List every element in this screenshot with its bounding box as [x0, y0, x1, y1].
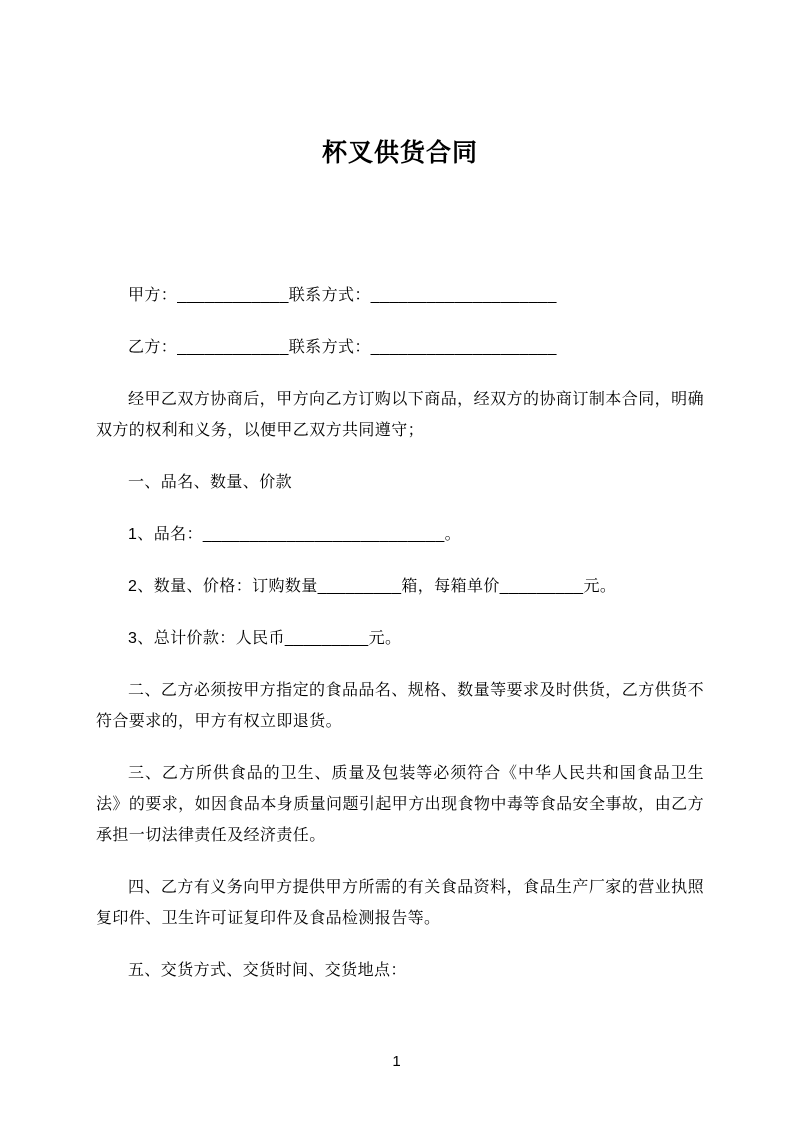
section-1-item-3: 3、总计价款：人民币_________元。: [128, 630, 402, 647]
party-b-line: 乙方：____________联系方式：____________________: [128, 339, 557, 356]
section-5-heading: 五、交货方式、交货时间、交货地点：: [128, 962, 407, 979]
page-number: 1: [392, 1053, 401, 1070]
document-content: [96, 0, 704, 1007]
party-a-line: 甲方：____________联系方式：____________________: [128, 287, 557, 304]
section-1-heading: 一、品名、数量、价款: [128, 474, 293, 491]
section-1-item-1: 1、品名：__________________________。: [128, 526, 462, 543]
document-title: 杯叉供货合同: [321, 139, 478, 167]
section-2-paragraph: 二、乙方必须按甲方指定的食品品名、规格、数量等要求及时供货，乙方供货不符合要求的，甲方有权立即退货。: [96, 682, 704, 730]
section-1-item-2: 2、数量、价格：订购数量_________箱，每箱单价_________元。: [128, 578, 617, 595]
section-3-paragraph: 三、乙方所供食品的卫生、质量及包装等必须符合《中华人民共和国食品卫生法》的要求，如因食品本身质量问题引起甲方出现食物中毒等食品安全事故，由乙方承担一切法律责任及经济责任。: [96, 765, 704, 844]
section-4-paragraph: 四、乙方有义务向甲方提供甲方所需的有关食品资料，食品生产厂家的营业执照复印件、卫生许可证复印件及食品检测报告等。: [96, 879, 704, 927]
intro-paragraph: 经甲乙双方协商后，甲方向乙方订购以下商品，经双方的协商订制本合同，明确双方的权利和义务，以便甲乙双方共同遵守；: [96, 391, 704, 439]
